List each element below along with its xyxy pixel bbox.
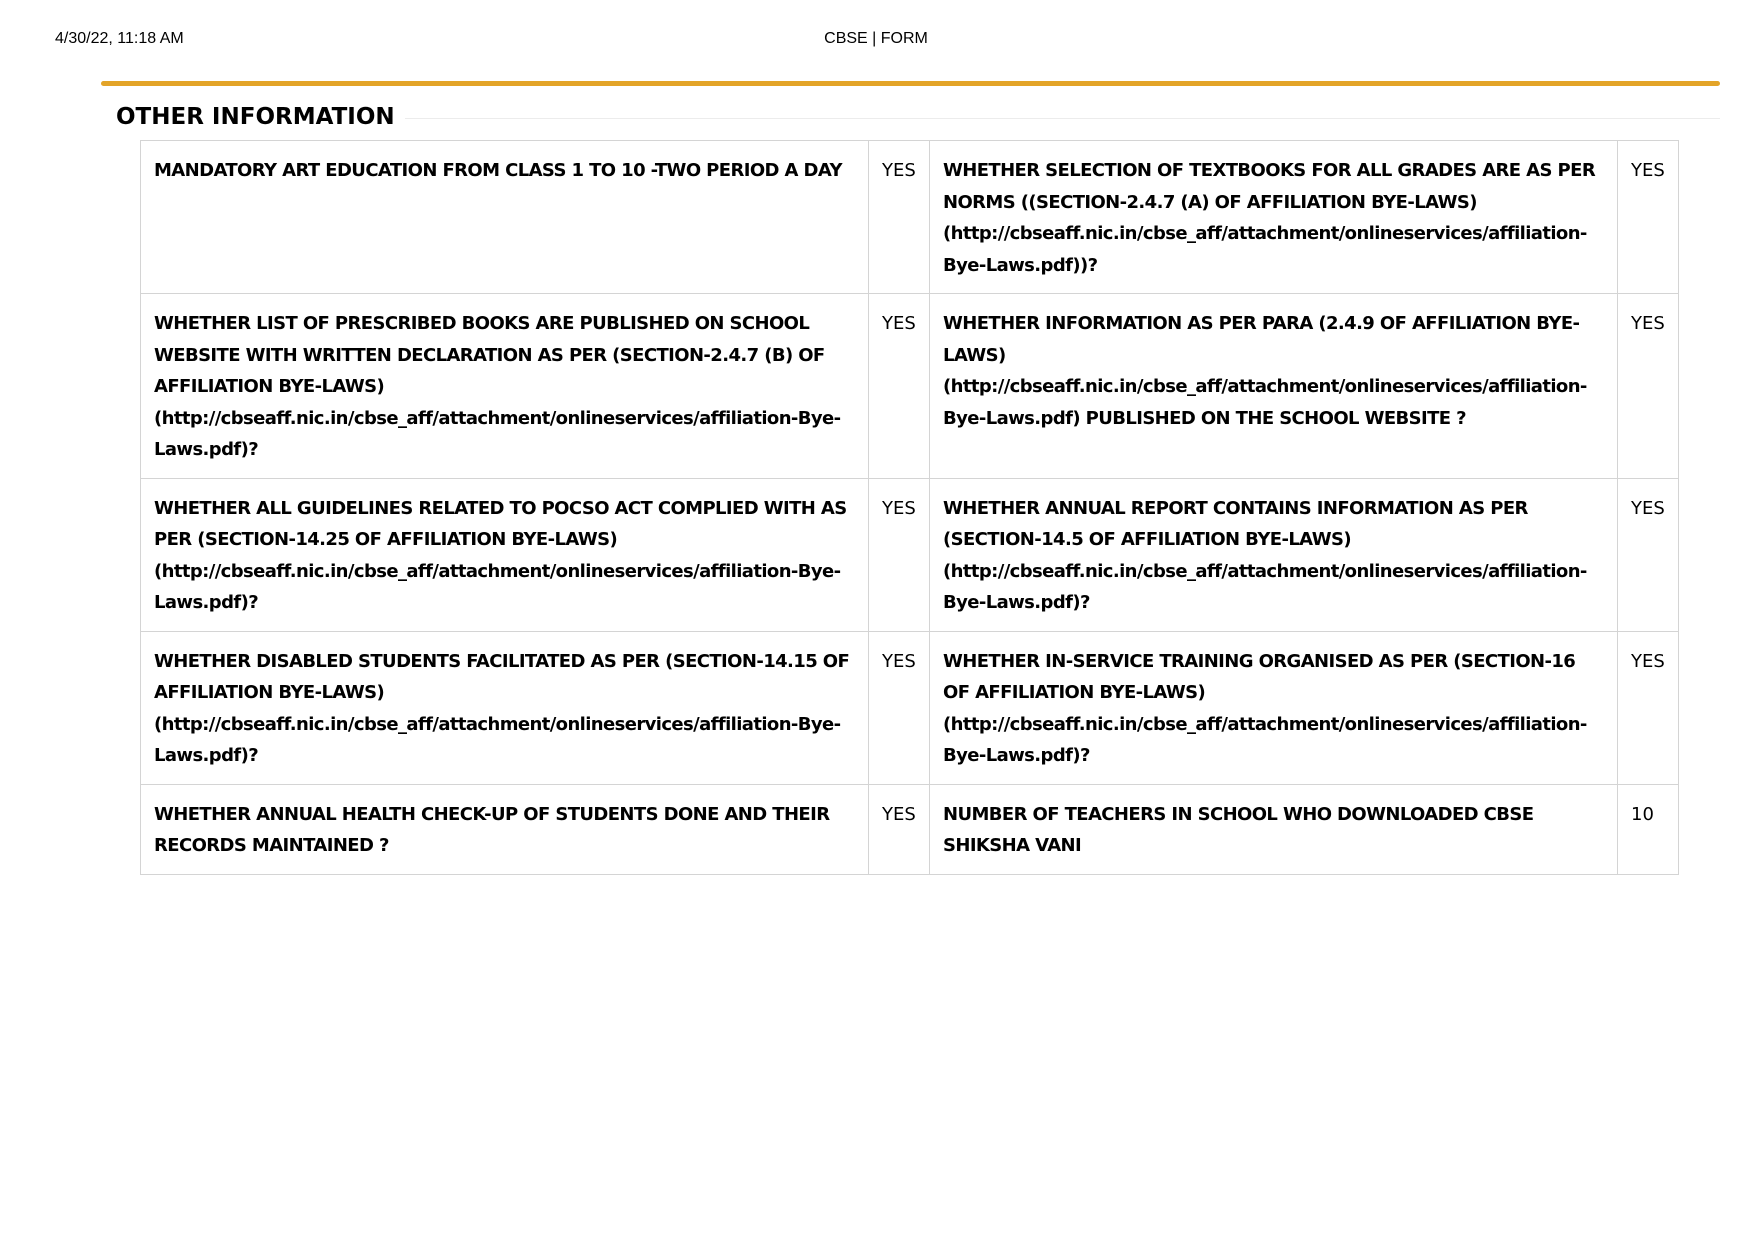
other-information-table (140, 140, 1679, 875)
question-cell: WHETHER SELECTION OF TEXTBOOKS FOR ALL GRADES ARE AS PER NORMS ((SECTION-2.4.7 (A) OF AFFILIATION BYE-LAWS) (http://cbseaff.nic.in/cbse_aff/attachment/onlineservices/affiliation-Bye-Laws.pdf))? (930, 141, 1618, 294)
question-cell: MANDATORY ART EDUCATION FROM CLASS 1 TO 10 -TWO PERIOD A DAY (141, 141, 869, 294)
answer-cell: YES (1618, 631, 1679, 784)
answer-cell: 10 (1618, 784, 1679, 874)
question-cell: WHETHER LIST OF PRESCRIBED BOOKS ARE PUBLISHED ON SCHOOL WEBSITE WITH WRITTEN DECLARATION AS PER (SECTION-2.4.7 (B) OF AFFILIATION BYE-LAWS) (http://cbseaff.nic.in/cbse_aff/attachment/onlineservices/affiliation-Bye-Laws.pdf)? (141, 294, 869, 479)
question-cell: WHETHER ANNUAL REPORT CONTAINS INFORMATION AS PER (SECTION-14.5 OF AFFILIATION BYE-LAWS) (http://cbseaff.nic.in/cbse_aff/attachment/onlineservices/affiliation-Bye-Laws.pdf)? (930, 478, 1618, 631)
print-datetime: 4/30/22, 11:18 AM (55, 30, 184, 47)
question-cell: WHETHER INFORMATION AS PER PARA (2.4.9 OF AFFILIATION BYE-LAWS) (http://cbseaff.nic.in/cbse_aff/attachment/onlineservices/affiliation-Bye-Laws.pdf) PUBLISHED ON THE SCHOOL WEBSITE ? (930, 294, 1618, 479)
answer-cell: YES (869, 784, 930, 874)
section-title: OTHER INFORMATION (116, 104, 395, 130)
section-accent-bar (101, 81, 1720, 86)
print-header (55, 30, 1697, 52)
answer-cell: YES (1618, 294, 1679, 479)
table-row (141, 294, 1679, 479)
question-cell: WHETHER IN-SERVICE TRAINING ORGANISED AS PER (SECTION-16 OF AFFILIATION BYE-LAWS) (http://cbseaff.nic.in/cbse_aff/attachment/onlineservices/affiliation-Bye-Laws.pdf)? (930, 631, 1618, 784)
table-row (141, 784, 1679, 874)
question-cell: NUMBER OF TEACHERS IN SCHOOL WHO DOWNLOADED CBSE SHIKSHA VANI (930, 784, 1618, 874)
answer-cell: YES (869, 294, 930, 479)
answer-cell: YES (869, 141, 930, 294)
table-row (141, 631, 1679, 784)
section-heading (101, 99, 1720, 135)
question-cell: WHETHER DISABLED STUDENTS FACILITATED AS PER (SECTION-14.15 OF AFFILIATION BYE-LAWS) (http://cbseaff.nic.in/cbse_aff/attachment/onlineservices/affiliation-Bye-Laws.pdf)? (141, 631, 869, 784)
print-page-title: CBSE | FORM (824, 30, 928, 47)
section-divider (405, 118, 1720, 119)
answer-cell: YES (869, 478, 930, 631)
table-row (141, 478, 1679, 631)
table-row (141, 141, 1679, 294)
answer-cell: YES (869, 631, 930, 784)
question-cell: WHETHER ALL GUIDELINES RELATED TO POCSO ACT COMPLIED WITH AS PER (SECTION-14.25 OF AFFILIATION BYE-LAWS) (http://cbseaff.nic.in/cbse_aff/attachment/onlineservices/affiliation-Bye-Laws.pdf)? (141, 478, 869, 631)
other-information-section (101, 99, 1720, 135)
answer-cell: YES (1618, 478, 1679, 631)
question-cell: WHETHER ANNUAL HEALTH CHECK-UP OF STUDENTS DONE AND THEIR RECORDS MAINTAINED ? (141, 784, 869, 874)
answer-cell: YES (1618, 141, 1679, 294)
